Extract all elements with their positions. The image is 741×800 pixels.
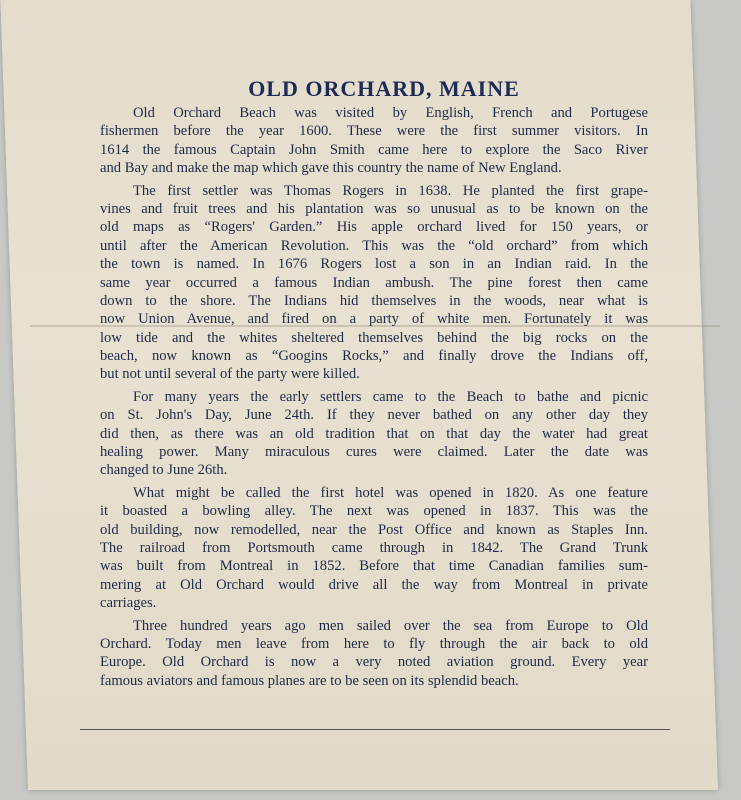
paragraph [100,484,648,613]
text-line: Europe. Old Orchard is now a very noted aviation ground. Every year [100,654,648,671]
text-line: did then, as there was an old tradition that on that day the water had great [100,425,648,442]
text-line: until after the American Revolution. This was the “old orchard” from which [100,237,648,254]
text-line: fishermen before the year 1600. These were the first summer visitors. In [100,123,648,140]
paragraphs [100,104,648,690]
text-line: What might be called the first hotel was opened in 1820. As one feature [133,484,648,501]
text-line: famous aviators and famous planes are to be seen on its splendid beach. [100,672,519,689]
text-line: Three hundred years ago men sailed over the sea from Europe to Old [133,617,648,634]
paragraph [100,388,648,480]
text-line: The railroad from Portsmouth came through in 1842. The Grand Trunk [100,539,648,556]
pencil-underline [80,729,670,730]
text-line: old building, now remodelled, near the Post Office and known as Staples Inn. [100,521,648,538]
text-line: changed to June 26th. [100,462,228,479]
text-line: now Union Avenue, and fired on a party of white men. Fortunately it was [100,311,648,328]
text-line: mering at Old Orchard would drive all the way from Montreal in private [100,576,648,593]
text-line: was built from Montreal in 1852. Before that time Canadian families sum- [100,558,648,575]
text-line: it boasted a bowling alley. The next was opened in 1837. This was the [100,503,648,520]
text-line: vines and fruit trees and his plantation was so unusual as to be known on the [100,200,648,217]
text-line: the town is named. In 1676 Rogers lost a son in an Indian raid. In the [100,256,648,273]
text-line: Old Orchard Beach was visited by English, French and Portugese [133,105,648,121]
text-line: down to the shore. The Indians hid themselves in the woods, near what is [100,292,648,309]
text-line: 1614 the famous Captain John Smith came here to explore the Saco River [100,141,648,158]
paragraph [100,617,648,691]
paragraph [100,182,648,384]
text-line: same year occurred a famous Indian ambush. The pine forest then came [100,274,648,291]
text-line: low tide and the whites sheltered themselves behind the big rocks on the [100,329,648,346]
text-line: beach, now known as “Googins Rocks,” and finally drove the Indians off, [100,348,648,365]
text-line: carriages. [100,595,157,612]
document-body [100,76,648,694]
text-line: The first settler was Thomas Rogers in 1638. He planted the first grape- [133,182,648,199]
text-line: and Bay and make the map which gave this country the name of New England. [100,160,562,177]
text-line: Orchard. Today men leave from here to fly through the air back to old [100,635,648,652]
text-line: healing power. Many miraculous cures were claimed. Later the date was [100,444,648,461]
text-line: but not until several of the party were killed. [100,366,360,383]
text-line: old maps as “Rogers' Garden.” His apple orchard lived for 150 years, or [100,219,648,236]
text-line: on St. John's Day, June 24th. If they never bathed on any other day they [100,407,648,424]
document-title: OLD ORCHARD, MAINE [248,76,520,101]
text-line: For many years the early settlers came to the Beach to bathe and picnic [133,388,648,405]
paragraph [100,104,648,178]
